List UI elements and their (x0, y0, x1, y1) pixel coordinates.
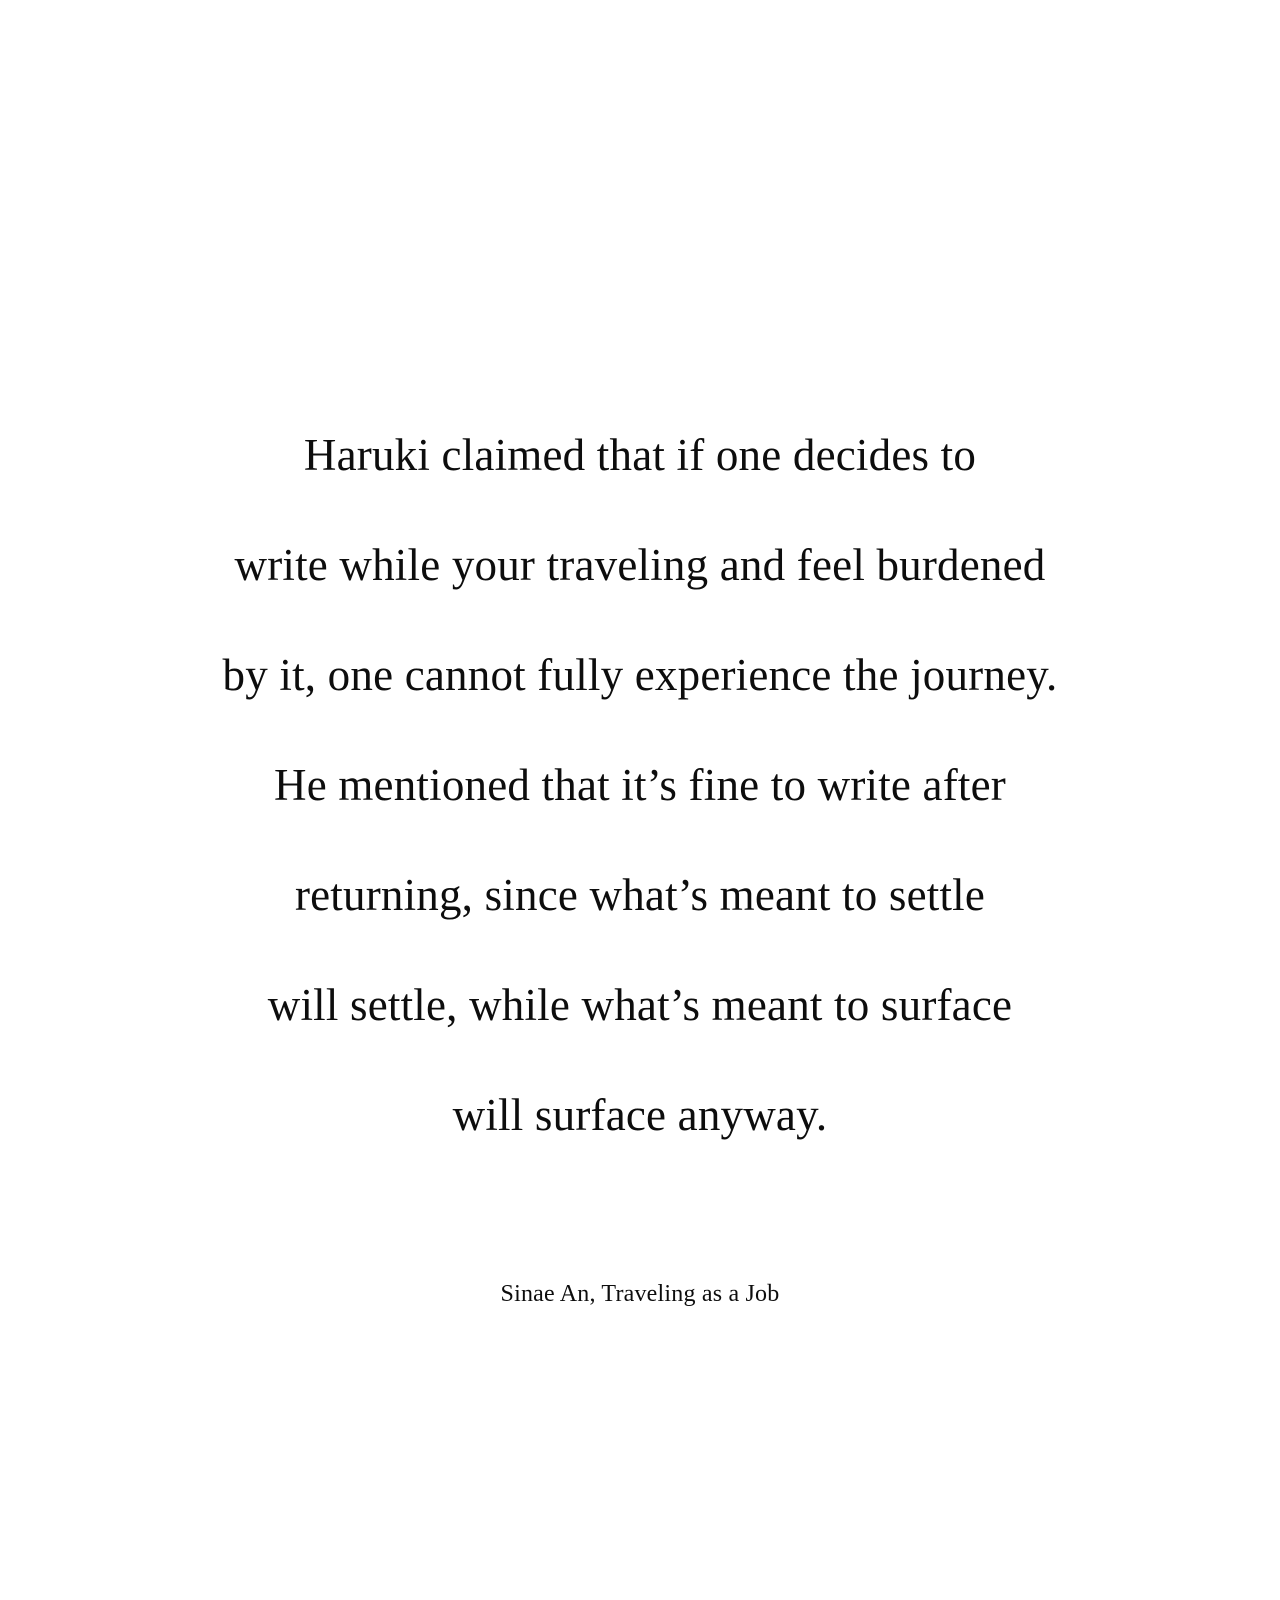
attribution-wrap (140, 1278, 1140, 1310)
quote-line: He mentioned that it’s fine to write after (274, 760, 1006, 810)
quote-line: by it, one cannot fully experience the journey. (222, 650, 1058, 700)
quote-line: returning, since what’s meant to settle (294, 870, 986, 920)
quote-line: will surface anyway. (452, 1090, 828, 1140)
quote-line: will settle, while what’s meant to surface (267, 980, 1013, 1030)
quote-line: write while your traveling and feel burdened (234, 540, 1046, 590)
attribution: Sinae An, Traveling as a Job (500, 1281, 780, 1307)
quote-line: Haruki claimed that if one decides to (303, 430, 977, 480)
quote-block (140, 400, 1140, 1170)
